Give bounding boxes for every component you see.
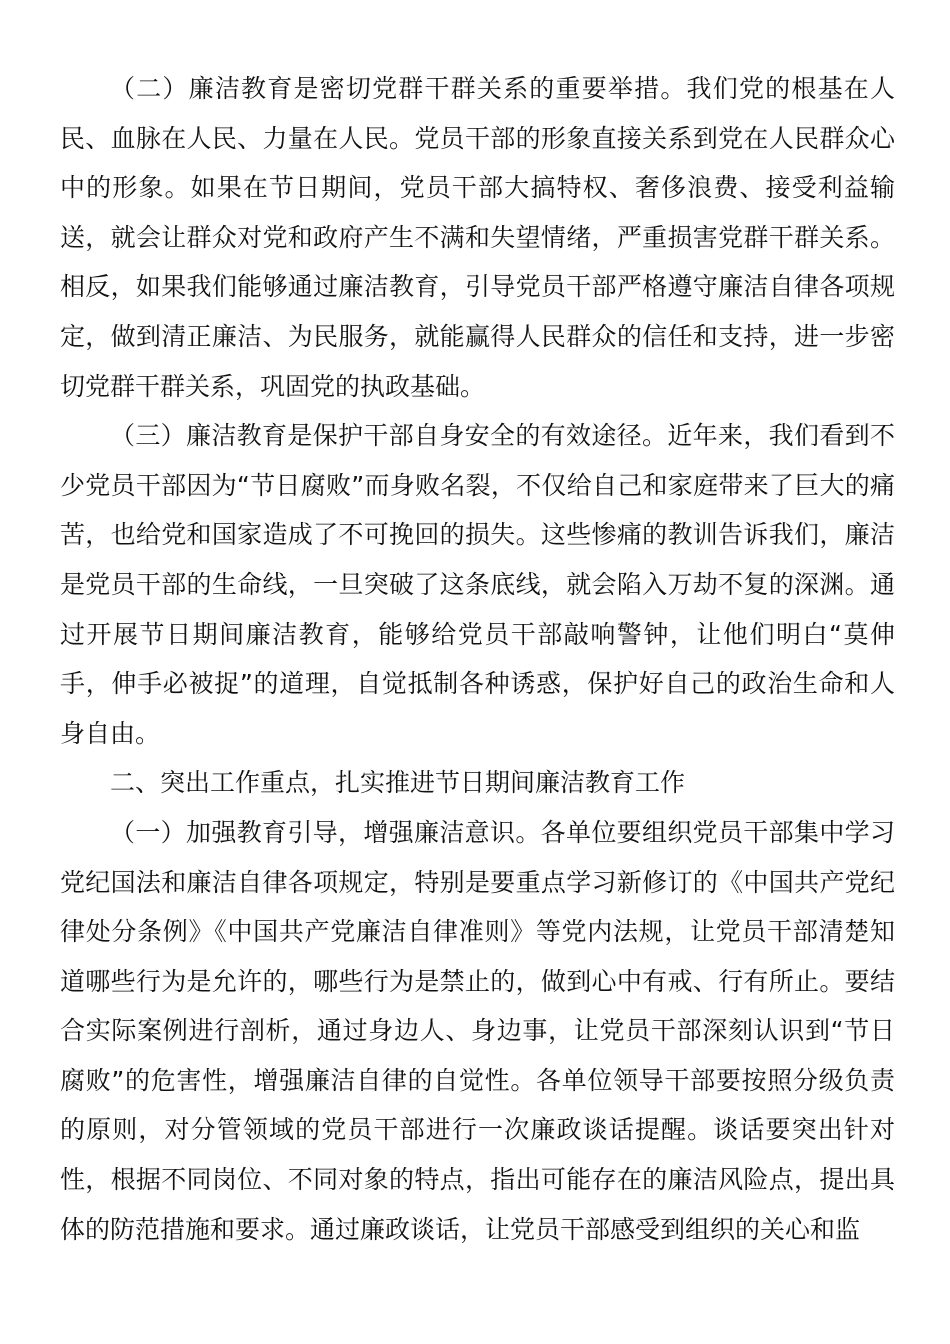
paragraph-cadre-safety: （三）廉洁教育是保护干部自身安全的有效途径。近年来，我们看到不少党员干部因为“节日腐败”而身败名裂，不仅给自己和家庭带来了巨大的痛苦，也给党和国家造成了不可挽回的损失。这些惨痛的教训告诉我们，廉洁是党员干部的生命线，一旦突破了这条底线，就会陷入万劫不复的深渊。通过开展节日期间廉洁教育，能够给党员干部敲响警钟，让他们明白“莫伸手，伸手必被捉”的道理，自觉抵制各种诱惑，保护好自己的政治生命和人身自由。 [60, 421, 895, 748]
paragraph-education-guidance: （一）加强教育引导，增强廉洁意识。各单位要组织党员干部集中学习党纪国法和廉洁自律各项规定，特别是要重点学习新修订的《中国共产党纪律处分条例》《中国共产党廉洁自律准则》等党内法规，让党员干部清楚知道哪些行为是允许的，哪些行为是禁止的，做到心中有戒、行有所止。要结合实际案例进行剖析，通过身边人、身边事，让党员干部深刻认识到“节日腐败”的危害性，增强廉洁自律的自觉性。各单位领导干部要按照分级负责的原则，对分管领域的党员干部进行一次廉政谈话提醒。谈话要突出针对性，根据不同岗位、不同对象的特点，指出可能存在的廉洁风险点，提出具体的防范措施和要求。通过廉政谈话，让党员干部感受到组织的关心和监 [60, 817, 895, 1244]
section-heading-work-focus: 二、突出工作重点，扎实推进节日期间廉洁教育工作 [110, 768, 686, 798]
document-body [60, 64, 895, 1254]
paragraph-party-mass-relations: （二）廉洁教育是密切党群干群关系的重要举措。我们党的根基在人民、血脉在人民、力量在人民。党员干部的形象直接关系到党在人民群众心中的形象。如果在节日期间，党员干部大搞特权、奢侈浪费、接受利益输送，就会让群众对党和政府产生不满和失望情绪，严重损害党群干群关系。相反，如果我们能够通过廉洁教育，引导党员干部严格遵守廉洁自律各项规定，做到清正廉洁、为民服务，就能赢得人民群众的信任和支持，进一步密切党群干群关系，巩固党的执政基础。 [60, 74, 895, 401]
